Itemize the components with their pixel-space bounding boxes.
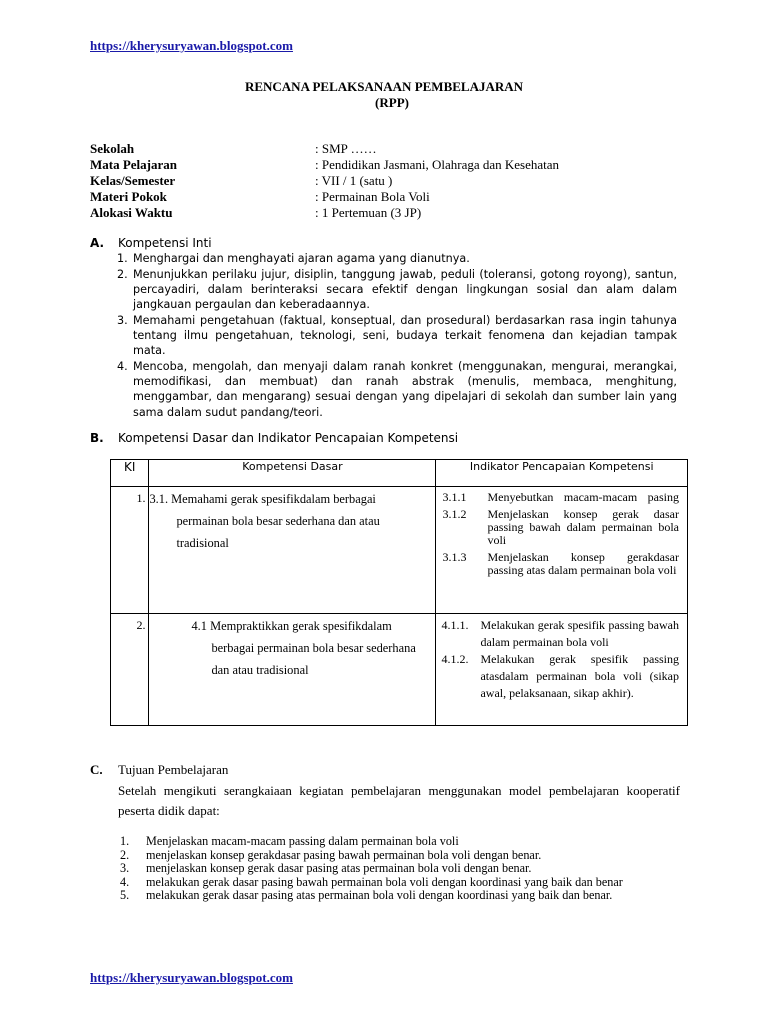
- identity-label: Alokasi Waktu: [90, 205, 173, 220]
- indicator-text: Melakukan gerak spesifik passing bawah dalam permainan bola voli: [480, 618, 679, 649]
- objective-text: menjelaskan konsep gerakdasar pasing bawah permainan bola voli dengan benar.: [146, 847, 542, 862]
- indicator-number: 3.1.2: [442, 507, 467, 521]
- indicator-item: [436, 617, 687, 651]
- header-link[interactable]: https://kherysuryawan.blogspot.com: [90, 38, 293, 53]
- ki-item: [117, 359, 677, 420]
- list-item: [90, 889, 680, 903]
- indicator-number: 3.1.1: [442, 490, 467, 504]
- ki-number: 2.: [117, 268, 128, 281]
- indicator-item: [436, 508, 687, 547]
- objective-number: 2.: [120, 847, 130, 862]
- row-indicators: [436, 487, 688, 614]
- ki-number: 3.: [117, 314, 128, 327]
- indicator-item: [436, 551, 687, 577]
- section-a-letter: A.: [90, 236, 105, 250]
- kd-text: 3.1. Memahami gerak spesifikdalam berbagai permainan bola besar sederhana dan atau tradisional: [149, 492, 380, 550]
- section-c-intro: Setelah mengikuti serangkaiaan kegiatan pembelajaran menggunakan model pembelajaran kooperatif peserta didik dapat:: [118, 783, 680, 818]
- section-b-title: Kompetensi Dasar dan Indikator Pencapaian Kompetensi: [118, 431, 459, 445]
- list-item: [90, 835, 680, 849]
- objective-list: [90, 835, 680, 903]
- objective-text: melakukan gerak dasar pasing atas permainan bola voli dengan koordinasi yang baik dan benar.: [146, 888, 613, 902]
- kd-text: 4.1 Mempraktikkan gerak spesifikdalam berbagai permainan bola besar sederhana dan atau tradisional: [191, 619, 416, 677]
- header-ki: KI: [111, 460, 149, 487]
- objective-text: menjelaskan konsep gerak dasar pasing atas permainan bola voli dengan benar.: [146, 861, 532, 875]
- section-c-title: Tujuan Pembelajaran: [118, 762, 229, 777]
- table-header-row: [111, 460, 688, 487]
- identity-label: Kelas/Semester: [90, 173, 176, 188]
- ki-number: 4.: [117, 360, 128, 373]
- document-title: RENCANA PELAKSANAAN PEMBELAJARAN: [244, 79, 524, 94]
- identity-label: Sekolah: [90, 141, 135, 156]
- objective-text: melakukan gerak dasar pasing bawah permainan bola voli dengan koordinasi yang baik dan benar: [146, 874, 623, 889]
- ki-text: Menghargai dan menghayati ajaran agama yang dianutnya.: [133, 252, 470, 265]
- section-b-letter: B.: [90, 431, 104, 445]
- identity-label: Materi Pokok: [90, 189, 167, 204]
- row-indicators: [436, 614, 688, 726]
- footer-link[interactable]: https://kherysuryawan.blogspot.com: [90, 970, 293, 985]
- list-item: [90, 849, 680, 863]
- identity-value: : SMP ……: [315, 141, 377, 156]
- identity-label: Mata Pelajaran: [90, 157, 178, 172]
- identity-value: : Pendidikan Jasmani, Olahraga dan Kesehatan: [315, 157, 560, 172]
- objective-number: 4.: [120, 874, 130, 889]
- list-item: [90, 876, 680, 890]
- indicator-number: 4.1.1.: [441, 618, 469, 632]
- indicator-number: 4.1.2.: [441, 652, 469, 666]
- table-row: [111, 614, 688, 726]
- identity-value: : Permainan Bola Voli: [315, 189, 430, 204]
- ki-text: Menunjukkan perilaku jujur, disiplin, tanggung jawab, peduli (toleransi, gotong royong), santun, percayadiri, dalam berinteraksi secara efektif dengan lingkungan sosial dan alam dalam jangkauan pergaulan dan keberadaannya.: [133, 268, 677, 312]
- ki-text: Memahami pengetahuan (faktual, konseptual, dan prosedural) berdasarkan rasa ingin tahunya tentang ilmu pengetahuan, teknologi, seni, budaya terkait fenomena dan kejadian tampak mata.: [133, 314, 677, 358]
- row-kd: [149, 614, 436, 726]
- indicator-text: Menyebutkan macam-macam pasing: [487, 490, 679, 504]
- table-row: [111, 487, 688, 614]
- indicator-text: Menjelaskan konsep gerak dasar passing bawah dalam permainan bola voli: [487, 507, 679, 547]
- competency-table: [110, 459, 688, 726]
- objective-number: 5.: [120, 888, 130, 902]
- document-subtitle: (RPP): [375, 95, 409, 110]
- ki-item: [117, 313, 677, 359]
- ki-item: [117, 267, 677, 313]
- indicator-text: Menjelaskan konsep gerakdasar passing atas dalam permainan bola voli: [487, 550, 679, 577]
- identity-value: : 1 Pertemuan (3 JP): [315, 205, 422, 220]
- indicator-item: [436, 651, 687, 702]
- row-ki: 1.: [111, 487, 149, 614]
- indicator-item: [436, 491, 687, 504]
- row-ki: 2.: [111, 614, 149, 726]
- section-a-title: Kompetensi Inti: [118, 236, 212, 250]
- ki-number: 1.: [117, 252, 128, 265]
- header-indicator: Indikator Pencapaian Kompetensi: [436, 460, 688, 487]
- ki-text: Mencoba, mengolah, dan menyaji dalam ranah konkret (menggunakan, mengurai, merangkai, memodifikasi, dan membuat) dan ranah abstrak (menulis, membaca, menghitung, menggambar, dan mengarang) sesuai dengan yang dipelajari di sekolah dan sumber lain yang sama dalam sudut pandang/teori.: [133, 360, 677, 419]
- objective-text: Menjelaskan macam-macam passing dalam permainan bola voli: [146, 834, 459, 848]
- objective-number: 3.: [120, 861, 130, 875]
- list-item: [90, 862, 680, 876]
- identity-value: : VII / 1 (satu ): [315, 173, 393, 188]
- indicator-number: 3.1.3: [442, 550, 467, 564]
- header-kd: Kompetensi Dasar: [149, 460, 436, 487]
- objective-number: 1.: [120, 834, 130, 848]
- section-c-letter: C.: [90, 762, 103, 777]
- indicator-text: Melakukan gerak spesifik passing atasdalam permainan bola voli (sikap awal, pelaksanaan, sikap akhir).: [480, 652, 679, 700]
- row-kd: [149, 487, 436, 614]
- ki-item: [117, 251, 677, 266]
